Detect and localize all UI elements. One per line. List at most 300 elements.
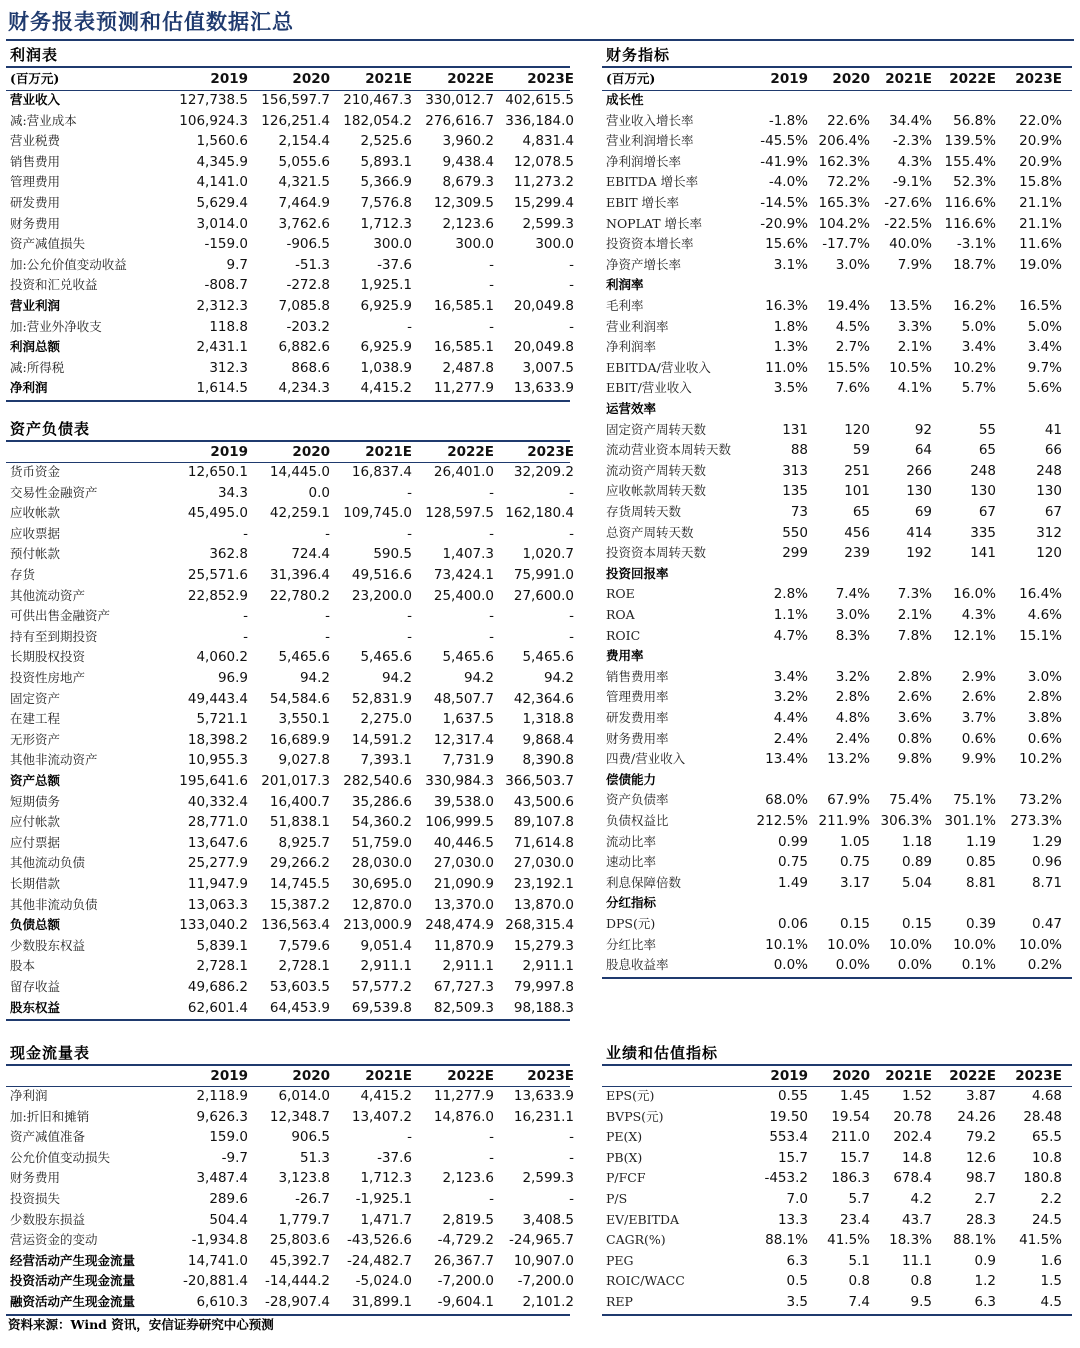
balance-cell: 1,637.5 xyxy=(442,711,494,728)
balance-row xyxy=(6,730,574,750)
income-row xyxy=(6,152,574,172)
ratios-cell: 68.0% xyxy=(765,792,808,809)
balance-cell: 25,277.9 xyxy=(187,855,248,872)
valuation-row xyxy=(602,1127,1072,1147)
income-cell: 300.0 xyxy=(373,236,412,253)
ratios-row xyxy=(602,481,1072,501)
cashflow-cell: -43,526.6 xyxy=(347,1232,412,1249)
ratios-row xyxy=(602,214,1072,234)
valuation-cell: 19.50 xyxy=(769,1108,808,1125)
income-cell: 9.7 xyxy=(226,256,248,273)
income-cell: 1,925.1 xyxy=(360,277,412,294)
ratios-cell: 299 xyxy=(782,545,808,562)
ratios-cell: 155.4% xyxy=(944,153,996,170)
ratios-cell: 7.8% xyxy=(897,627,932,644)
balance-cell: 724.4 xyxy=(291,546,330,563)
income-cell: 1,614.5 xyxy=(196,380,248,397)
balance-row-label: 留存收益 xyxy=(10,979,61,994)
balance-row-label: 其他流动资产 xyxy=(10,587,86,603)
ratios-row xyxy=(602,337,1072,357)
balance-cell: 27,030.0 xyxy=(433,855,494,872)
cashflow-cell: -4,729.2 xyxy=(437,1232,494,1249)
income-cell: -906.5 xyxy=(286,236,330,253)
income-cell: 1,712.3 xyxy=(360,215,412,232)
balance-cell: 16,689.9 xyxy=(269,731,330,748)
cashflow-cell: 2,118.9 xyxy=(196,1088,248,1104)
ratios-row xyxy=(602,420,1072,440)
balance-row-label: 股东权益 xyxy=(10,999,61,1015)
ratios-row xyxy=(602,234,1072,254)
income-cell: 5,055.6 xyxy=(278,153,330,170)
ratios-row xyxy=(602,626,1072,646)
ratios-cell: 9.8% xyxy=(897,751,932,768)
cashflow-cell: 2,819.5 xyxy=(442,1211,494,1228)
balance-cell: 22,852.9 xyxy=(187,587,248,604)
ratios-cell: 19.4% xyxy=(827,298,870,314)
valuation-cell: 5.7 xyxy=(848,1191,870,1207)
valuation-cell: 10.8 xyxy=(1031,1149,1062,1166)
ratios-cell: 456 xyxy=(844,524,870,541)
ratios-row-label: ROIC xyxy=(606,627,641,643)
balance-cell: 13,870.0 xyxy=(513,896,574,913)
valuation-row xyxy=(602,1292,1072,1312)
valuation-cell: 19.54 xyxy=(831,1108,870,1125)
balance-row xyxy=(6,936,574,956)
income-cell: 16,585.1 xyxy=(433,339,494,356)
balance-cell: 2,911.1 xyxy=(442,958,494,975)
ratios-cell: -45.5% xyxy=(760,133,808,150)
balance-row xyxy=(6,998,574,1018)
ratios-row-label: 费用率 xyxy=(606,648,644,664)
ratios-row-label: 偿债能力 xyxy=(606,771,657,787)
ratios-row-label: EBIT/营业收入 xyxy=(606,380,692,396)
ratios-cell: 3.0% xyxy=(1027,668,1062,685)
valuation-cell: 43.7 xyxy=(901,1211,932,1228)
valuation-cell: 14.8 xyxy=(901,1149,932,1166)
balance-cell: 8,390.8 xyxy=(522,752,574,769)
balance-cell: 43,500.6 xyxy=(513,793,574,810)
valuation-cell: 4.5 xyxy=(1040,1294,1062,1310)
balance-row xyxy=(6,668,574,688)
ratios-row xyxy=(602,461,1072,481)
income-cell: -203.2 xyxy=(286,318,330,335)
ratios-section-row xyxy=(602,399,1072,419)
balance-cell: 94.2 xyxy=(299,670,330,686)
ratios-cell: 9.7% xyxy=(1027,359,1062,376)
ratios-row-label: ROE xyxy=(606,586,635,602)
ratios-cell: 0.0% xyxy=(835,957,870,974)
income-cell: -159.0 xyxy=(204,236,248,253)
ratios-cell: 1.49 xyxy=(777,874,808,891)
cashflow-cell: 9,626.3 xyxy=(196,1108,248,1125)
balance-row xyxy=(6,750,574,770)
valuation-row-label: BVPS(元) xyxy=(606,1108,664,1124)
cashflow-cell: 906.5 xyxy=(291,1129,330,1146)
valuation-row-label: CAGR(%) xyxy=(606,1232,666,1248)
balance-row xyxy=(6,586,574,606)
income-cell: - xyxy=(569,318,574,335)
ratios-cell: 301.1% xyxy=(944,813,996,829)
ratios-cell: 15.6% xyxy=(765,236,808,253)
cashflow-cell: 1,712.3 xyxy=(360,1170,412,1187)
ratios-cell: 1.8% xyxy=(773,318,808,335)
ratios-cell: 3.5% xyxy=(773,380,808,397)
balance-cell: 45,495.0 xyxy=(187,505,248,522)
balance-row xyxy=(6,874,574,894)
ratios-cell: 15.8% xyxy=(1019,174,1062,191)
income-cell: 156,597.7 xyxy=(261,92,330,108)
income-cell: -51.3 xyxy=(295,256,330,273)
cashflow-cell: -1,934.8 xyxy=(191,1232,248,1249)
cashflow-cell: 2,101.2 xyxy=(522,1294,574,1310)
ratios-cell: 130 xyxy=(1036,483,1062,500)
valuation-cell: 20.78 xyxy=(893,1108,932,1125)
balance-cell: 5,839.1 xyxy=(196,937,248,954)
ratios-cell: 3.4% xyxy=(1027,339,1062,356)
ratios-cell: 0.8% xyxy=(897,730,932,747)
ratios-row xyxy=(602,193,1072,213)
valuation-cell: 28.48 xyxy=(1023,1108,1062,1125)
income-cell: 15,299.4 xyxy=(513,195,574,211)
balance-cell: 23,200.0 xyxy=(351,587,412,604)
balance-cell: 40,332.4 xyxy=(187,793,248,810)
balance-row xyxy=(6,812,574,832)
ratios-cell: 4.1% xyxy=(897,380,932,397)
balance-row-label: 其他流动负债 xyxy=(10,855,86,871)
ratios-cell: 15.5% xyxy=(827,359,870,376)
ratios-row-label: DPS(元) xyxy=(606,916,656,931)
balance-year-header: 2021E xyxy=(365,444,412,460)
ratios-year-header: 2021E xyxy=(885,71,932,87)
ratios-cell: 7.4% xyxy=(835,586,870,603)
ratios-cell: 88 xyxy=(790,442,808,459)
ratios-row-label: 利息保障倍数 xyxy=(606,874,682,890)
ratios-cell: 2.8% xyxy=(835,689,870,706)
cashflow-cell: -24,965.7 xyxy=(509,1232,574,1249)
ratios-cell: 13.4% xyxy=(765,751,808,768)
valuation-row xyxy=(602,1148,1072,1168)
ratios-cell: 135 xyxy=(782,483,808,500)
income-cell: 20,049.8 xyxy=(513,298,574,314)
balance-cell: - xyxy=(407,628,412,645)
valuation-row xyxy=(602,1086,1072,1106)
ratios-cell: 3.2% xyxy=(773,689,808,706)
ratios-row-label: 管理费用率 xyxy=(606,689,669,705)
ratios-row-label: EBITDA 增长率 xyxy=(606,174,699,190)
balance-cell: 94.2 xyxy=(543,670,574,686)
valuation-row-label: ROIC/WACC xyxy=(606,1273,685,1289)
balance-row xyxy=(6,606,574,626)
balance-cell: 25,571.6 xyxy=(187,567,248,583)
ratios-cell: 0.96 xyxy=(1031,854,1062,871)
cashflow-cell: 1,471.7 xyxy=(360,1211,412,1228)
valuation-cell: 4.68 xyxy=(1031,1088,1062,1104)
cashflow-cell: - xyxy=(569,1191,574,1207)
ratios-row-label: 成长性 xyxy=(606,92,644,107)
ratios-cell: -22.5% xyxy=(884,215,932,232)
ratios-row xyxy=(602,523,1072,543)
ratios-row-label: 毛利率 xyxy=(606,298,644,313)
ratios-cell: 10.0% xyxy=(953,936,996,953)
balance-cell: 21,090.9 xyxy=(433,876,494,892)
ratios-cell: 0.85 xyxy=(965,854,996,871)
ratios-cell: 7.3% xyxy=(897,586,932,603)
ratios-cell: 16.2% xyxy=(953,298,996,314)
ratios-row xyxy=(602,935,1072,955)
ratios-cell: 1.18 xyxy=(901,833,932,850)
balance-cell: 28,771.0 xyxy=(187,814,248,831)
income-row xyxy=(6,337,574,357)
ratios-cell: -14.5% xyxy=(760,195,808,211)
cashflow-row-label: 净利润 xyxy=(10,1088,48,1103)
ratios-cell: 4.3% xyxy=(897,153,932,170)
ratios-cell: 72.2% xyxy=(827,174,870,191)
balance-cell: 162,180.4 xyxy=(505,505,574,522)
cashflow-row xyxy=(6,1251,574,1271)
ratios-cell: 4.6% xyxy=(1027,607,1062,623)
income-cell: -808.7 xyxy=(204,277,248,294)
income-row-label: 加:营业外净收支 xyxy=(10,318,102,334)
income-year-header: 2023E xyxy=(527,71,574,87)
ratios-cell: 0.99 xyxy=(777,833,808,850)
income-cell: 2,487.8 xyxy=(442,359,494,376)
income-cell: 300.0 xyxy=(535,236,574,253)
valuation-row-label: EPS(元) xyxy=(606,1088,655,1103)
income-cell: 126,251.4 xyxy=(261,112,330,129)
income-row xyxy=(6,255,574,275)
balance-row xyxy=(6,895,574,915)
cashflow-row xyxy=(6,1107,574,1127)
ratios-cell: 3.4% xyxy=(961,339,996,356)
cashflow-cell: - xyxy=(489,1149,494,1166)
income-row-label: 管理费用 xyxy=(10,174,61,190)
valuation-bottom-rule xyxy=(602,1314,1072,1316)
balance-row-label: 持有至到期投资 xyxy=(10,628,98,644)
balance-cell: 4,060.2 xyxy=(196,649,248,666)
balance-row-label: 预付帐款 xyxy=(10,546,61,562)
balance-cell: 67,727.3 xyxy=(433,979,494,995)
valuation-row xyxy=(602,1168,1072,1188)
ratios-row-label: 营业收入增长率 xyxy=(606,112,694,128)
ratios-cell: 55 xyxy=(978,421,996,438)
balance-cell: 11,947.9 xyxy=(187,876,248,892)
income-cell: 868.6 xyxy=(291,359,330,376)
ratios-row-label: 固定资产周转天数 xyxy=(606,421,707,437)
ratios-row-label: 投资资本增长率 xyxy=(606,236,694,252)
ratios-cell: 3.0% xyxy=(835,607,870,623)
valuation-cell: 1.45 xyxy=(839,1088,870,1104)
ratios-cell: 0.0% xyxy=(773,957,808,974)
ratios-cell: 0.75 xyxy=(777,854,808,871)
ratios-row xyxy=(602,955,1072,975)
cashflow-cell: - xyxy=(489,1191,494,1207)
balance-cell: 27,030.0 xyxy=(513,855,574,872)
cashflow-cell: 2,599.3 xyxy=(522,1170,574,1187)
balance-cell: - xyxy=(243,608,248,625)
cashflow-row-label: 资产减值准备 xyxy=(10,1129,86,1145)
income-unit-label: (百万元) xyxy=(10,71,60,86)
balance-cell: 79,997.8 xyxy=(513,979,574,995)
valuation-panel xyxy=(602,1042,1072,1314)
ratios-year-header: 2020 xyxy=(832,71,870,87)
ratios-cell: 1.3% xyxy=(773,339,808,356)
balance-header-row xyxy=(6,442,574,462)
balance-cell: 590.5 xyxy=(373,546,412,563)
balance-cell: 1,318.8 xyxy=(522,711,574,728)
cashflow-header-row xyxy=(6,1066,574,1086)
balance-cell: 34.3 xyxy=(217,484,248,501)
balance-row xyxy=(6,792,574,812)
valuation-cell: 88.1% xyxy=(765,1232,808,1249)
ratios-cell: 0.39 xyxy=(965,916,996,932)
balance-cell: 42,259.1 xyxy=(269,505,330,522)
ratios-row-label: 分红比率 xyxy=(606,936,657,952)
cash-flow-panel xyxy=(6,1042,574,1314)
ratios-cell: 11.0% xyxy=(765,359,808,376)
balance-cell: 22,780.2 xyxy=(269,587,330,604)
valuation-row-label: PEG xyxy=(606,1252,634,1268)
valuation-cell: 0.55 xyxy=(777,1088,808,1104)
balance-year-header: 2019 xyxy=(210,444,248,460)
balance-cell: 248,474.9 xyxy=(425,917,494,934)
ratios-cell: -1.8% xyxy=(768,112,808,129)
cashflow-cell: -37.6 xyxy=(377,1149,412,1166)
valuation-cell: 186.3 xyxy=(831,1170,870,1187)
valuation-row xyxy=(602,1210,1072,1230)
ratios-row xyxy=(602,255,1072,275)
income-cell: 6,925.9 xyxy=(360,339,412,356)
cashflow-cell: 289.6 xyxy=(209,1191,248,1207)
ratios-section-row xyxy=(602,646,1072,666)
balance-row-label: 无形资产 xyxy=(10,731,61,747)
source-note: 资料来源：Wind 资讯，安信证券研究中心预测 xyxy=(8,1317,274,1332)
cashflow-row xyxy=(6,1189,574,1209)
ratios-cell: 21.1% xyxy=(1019,215,1062,232)
ratios-cell: 414 xyxy=(906,524,932,541)
ratios-cell: 3.17 xyxy=(839,874,870,891)
balance-cell: 13,063.3 xyxy=(187,896,248,913)
balance-row xyxy=(6,462,574,482)
income-row xyxy=(6,358,574,378)
ratios-cell: 19.0% xyxy=(1019,256,1062,273)
income-cell: 127,738.5 xyxy=(179,92,248,108)
cashflow-cell: 1,779.7 xyxy=(278,1211,330,1228)
cashflow-cell: 13,407.2 xyxy=(351,1108,412,1125)
income-statement-panel xyxy=(6,44,574,400)
income-row xyxy=(6,214,574,234)
cashflow-row xyxy=(6,1292,574,1312)
balance-cell: - xyxy=(489,484,494,501)
cashflow-cell: 12,348.7 xyxy=(269,1108,330,1125)
cashflow-cell: - xyxy=(407,1129,412,1146)
cashflow-cell: 6,610.3 xyxy=(196,1294,248,1310)
valuation-cell: 7.0 xyxy=(786,1191,808,1207)
ratios-cell: 2.4% xyxy=(835,730,870,747)
income-year-header: 2019 xyxy=(210,71,248,87)
ratios-row-label: 存货周转天数 xyxy=(606,504,682,519)
ratios-cell: 4.4% xyxy=(773,710,808,726)
cashflow-cell: 504.4 xyxy=(209,1211,248,1228)
ratios-cell: 251 xyxy=(844,462,870,479)
ratios-row-label: 运营效率 xyxy=(606,401,657,416)
ratios-cell: 0.0% xyxy=(897,957,932,974)
ratios-row-label: 负债权益比 xyxy=(606,813,669,828)
cashflow-cell: - xyxy=(569,1129,574,1146)
valuation-row-label: P/FCF xyxy=(606,1170,646,1186)
ratios-cell: 10.1% xyxy=(765,936,808,953)
income-row-label: 营业利润 xyxy=(10,298,61,313)
ratios-row-label: 应收帐款周转天数 xyxy=(606,483,707,499)
balance-cell: 75,991.0 xyxy=(513,567,574,583)
ratios-cell: 12.1% xyxy=(953,627,996,644)
ratios-row xyxy=(602,873,1072,893)
valuation-header-row xyxy=(602,1066,1072,1086)
valuation-cell: 211.0 xyxy=(831,1129,870,1146)
ratios-cell: 3.8% xyxy=(1027,710,1062,726)
balance-cell: - xyxy=(407,525,412,542)
ratios-cell: 69 xyxy=(914,504,932,520)
ratios-cell: 2.8% xyxy=(897,668,932,685)
cashflow-cell: 3,123.8 xyxy=(278,1170,330,1187)
ratios-cell: 116.6% xyxy=(944,215,996,232)
ratios-row-label: 财务费用率 xyxy=(606,730,669,746)
financial-ratios-title: 财务指标 xyxy=(606,46,671,64)
ratios-row-label: 股息收益率 xyxy=(606,957,669,973)
cashflow-row xyxy=(6,1127,574,1147)
ratios-cell: 10.0% xyxy=(1019,936,1062,953)
balance-cell: 51,759.0 xyxy=(351,834,412,851)
ratios-row-label: 研发费用率 xyxy=(606,710,669,725)
income-row-label: 销售费用 xyxy=(10,153,61,169)
cashflow-cell: -1,925.1 xyxy=(355,1191,412,1207)
balance-row xyxy=(6,709,574,729)
income-row xyxy=(6,193,574,213)
balance-row xyxy=(6,483,574,503)
ratios-cell: 120 xyxy=(1036,545,1062,562)
ratios-cell: 9.9% xyxy=(961,751,996,768)
balance-row-label: 应收帐款 xyxy=(10,505,61,521)
ratios-cell: 306.3% xyxy=(880,813,932,829)
valuation-cell: 6.3 xyxy=(974,1294,996,1310)
income-row xyxy=(6,275,574,295)
ratios-cell: 206.4% xyxy=(818,133,870,150)
cash-flow-title: 现金流量表 xyxy=(10,1044,91,1062)
cashflow-row-label: 投资损失 xyxy=(10,1191,61,1206)
ratios-cell: 16.3% xyxy=(765,298,808,314)
ratios-row xyxy=(602,852,1072,872)
ratios-row-label: 分红指标 xyxy=(606,895,657,911)
income-cell: 5,366.9 xyxy=(360,174,412,191)
cashflow-cell: 45,392.7 xyxy=(269,1252,330,1269)
ratios-cell: 10.0% xyxy=(889,936,932,953)
ratios-row xyxy=(602,667,1072,687)
balance-cell: 2,728.1 xyxy=(196,958,248,975)
ratios-cell: 13.5% xyxy=(889,298,932,314)
cashflow-cell: -20,881.4 xyxy=(183,1273,248,1290)
cashflow-cell: 4,415.2 xyxy=(360,1088,412,1104)
valuation-cell: 553.4 xyxy=(769,1129,808,1146)
income-cell: - xyxy=(569,277,574,294)
balance-row xyxy=(6,689,574,709)
balance-year-header: 2023E xyxy=(527,444,574,460)
cashflow-row-label: 经营活动产生现金流量 xyxy=(10,1252,136,1268)
balance-cell: 71,614.8 xyxy=(513,834,574,851)
ratios-cell: 335 xyxy=(970,524,996,541)
ratios-row-label: 营业利润率 xyxy=(606,318,669,334)
income-cell: -272.8 xyxy=(286,277,330,294)
income-row xyxy=(6,90,574,110)
balance-cell: - xyxy=(325,525,330,542)
